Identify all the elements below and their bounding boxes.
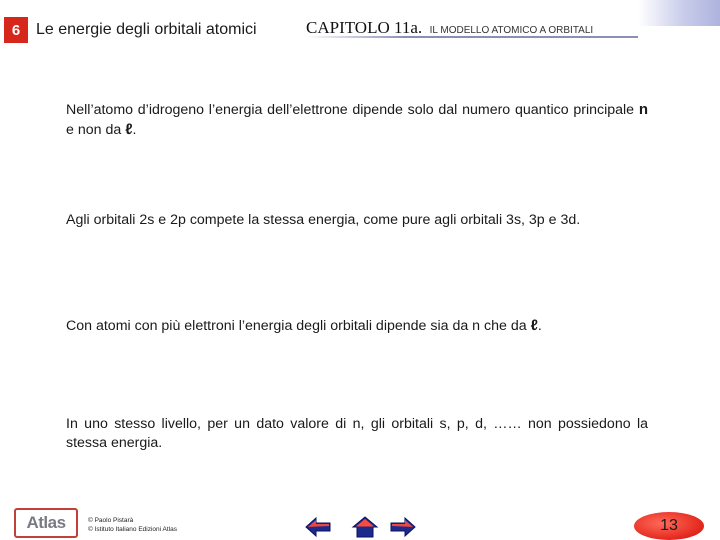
slide-number-badge: 6 xyxy=(4,17,28,43)
home-button[interactable] xyxy=(350,514,380,540)
chapter-label: CAPITOLO 11a. xyxy=(306,18,423,37)
paragraph-text: e non da xyxy=(66,122,126,138)
credit-author: © Paolo Pistarà xyxy=(88,517,134,524)
chapter-header xyxy=(306,18,593,38)
paragraph-text: . xyxy=(132,122,137,138)
slide-title: Le energie degli orbitali atomici xyxy=(36,21,257,38)
symbol-n: n xyxy=(638,101,648,118)
logo-text: Atlas xyxy=(26,513,66,532)
symbol-l: ℓ xyxy=(530,317,538,334)
page-number: 13 xyxy=(660,517,678,534)
paragraph-same-level: In uno stesso livello, per un dato valore di n, gli orbitali s, p, d, …… non possiedono la stessa energia. xyxy=(66,416,648,451)
arrow-left-icon xyxy=(304,516,332,538)
paragraph-hydrogen xyxy=(66,100,648,140)
paragraph-multielectron xyxy=(66,316,648,336)
next-button[interactable] xyxy=(388,514,418,540)
home-icon xyxy=(351,515,379,539)
paragraph-degenerate-orbitals: Agli orbitali 2s e 2p compete la stessa energia, come pure agli orbitali 3s, 3p e 3d. xyxy=(66,212,581,228)
arrow-right-icon xyxy=(389,516,417,538)
corner-decoration xyxy=(638,0,720,26)
symbol-l: ℓ xyxy=(125,121,133,138)
credits xyxy=(88,516,177,534)
page-number-badge xyxy=(634,512,704,540)
paragraph-text: . xyxy=(537,318,542,334)
credit-publisher: © Istituto Italiano Edizioni Atlas xyxy=(88,526,177,533)
back-button[interactable] xyxy=(303,514,333,540)
paragraph-text: Nell’atomo d’idrogeno l’energia dell’elettrone dipende solo dal numero quantico principale xyxy=(66,102,639,118)
atlas-logo xyxy=(14,508,78,538)
paragraph-text: Con atomi con più elettroni l’energia degli orbitali dipende sia da n che da xyxy=(66,318,531,334)
chapter-subtitle: IL MODELLO ATOMICO A ORBITALI xyxy=(429,25,594,36)
